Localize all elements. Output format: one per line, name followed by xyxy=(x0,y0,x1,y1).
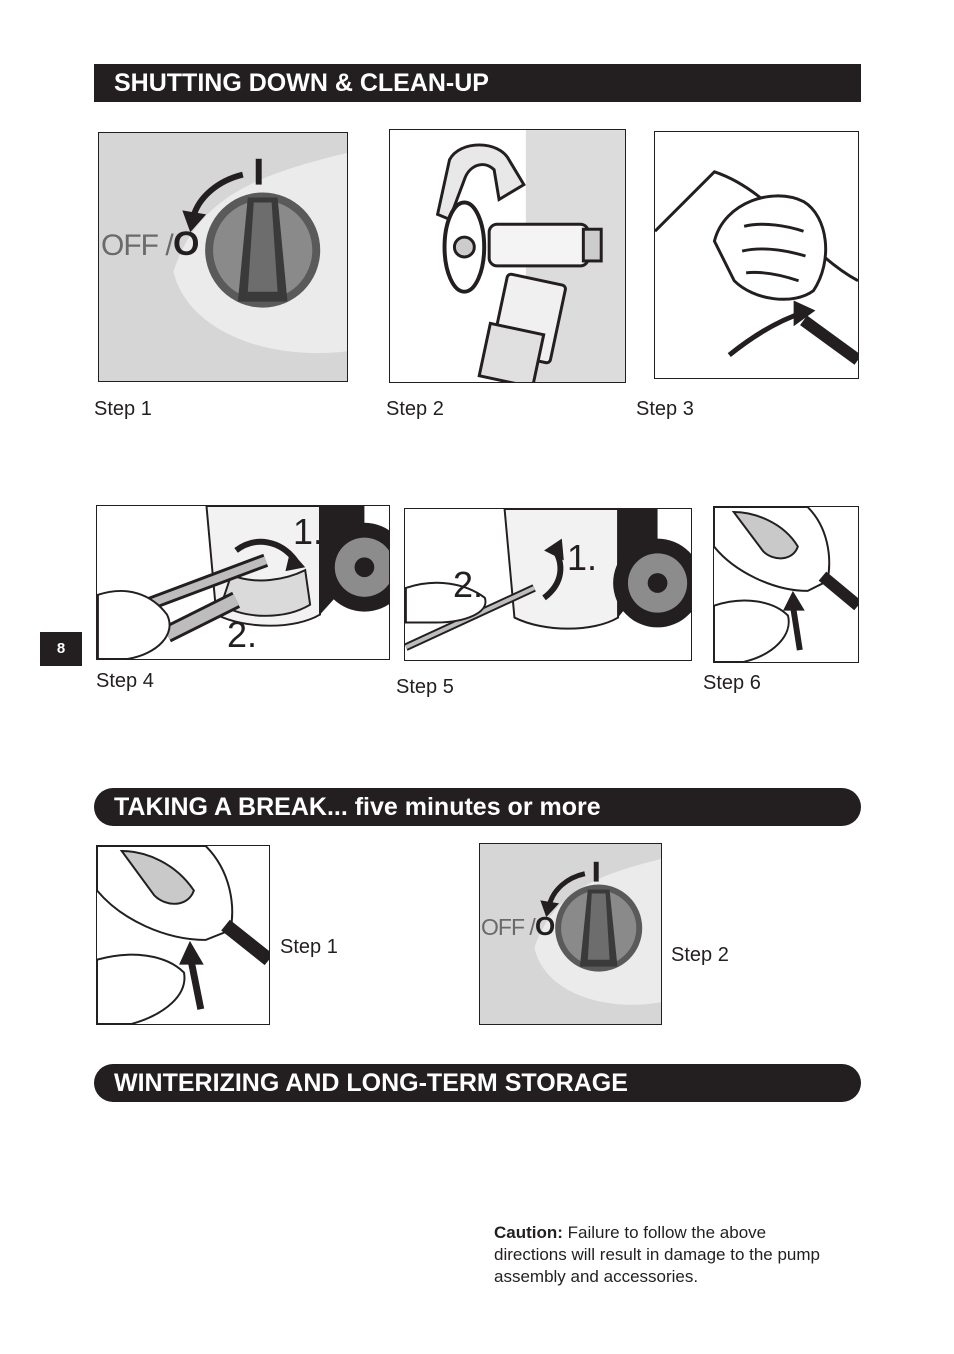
trigger-lock-illustration xyxy=(714,507,858,662)
figure-water-valve-step2 xyxy=(389,129,626,383)
sequence-number-1: 1. xyxy=(567,537,598,578)
caution-note xyxy=(494,1222,839,1288)
step-label: Step 5 xyxy=(396,676,454,698)
sequence-number-2: 2. xyxy=(453,564,484,605)
step-label: Step 4 xyxy=(96,670,154,692)
section-header-winterizing xyxy=(94,1064,861,1102)
step-label: Step 2 xyxy=(386,398,444,420)
figure-dial-off-break-step2 xyxy=(479,843,662,1025)
figure-hose-disconnect-step4 xyxy=(96,505,390,660)
trigger-lock-illustration xyxy=(97,846,269,1024)
gun-illustration xyxy=(655,132,858,378)
page-number: 8 xyxy=(56,640,66,657)
washer-hose-illustration xyxy=(405,509,691,660)
figure-dial-off-step1 xyxy=(98,132,348,382)
sequence-number-1: 1. xyxy=(293,511,324,552)
section-header-taking-a-break xyxy=(94,788,861,826)
caution-label: Caution: xyxy=(494,1223,563,1242)
section-title: SHUTTING DOWN & CLEAN-UP xyxy=(114,69,489,97)
step-label: Step 3 xyxy=(636,398,694,420)
figure-hose-disconnect-step5 xyxy=(404,508,692,661)
section-header-shutting-down xyxy=(94,64,861,102)
dial-off-label: OFF / xyxy=(481,914,535,940)
step-label: Step 1 xyxy=(94,398,152,420)
figure-trigger-lock-step6 xyxy=(713,506,859,663)
dial-off-label: OFF / xyxy=(101,229,173,262)
step-label: Step 1 xyxy=(280,936,338,958)
step-label: Step 2 xyxy=(671,944,729,966)
caution-text: Failure to follow the above directions will result in damage to the pump assembly and accessories. xyxy=(494,1223,820,1286)
step-label: Step 6 xyxy=(703,672,761,694)
valve-illustration xyxy=(390,130,625,382)
figure-trigger-lock-break-step1 xyxy=(96,845,270,1025)
sequence-number-2: 2. xyxy=(227,614,258,655)
figure-trigger-grip-step3 xyxy=(654,131,859,379)
dial-off-symbol: O xyxy=(535,911,556,941)
dial-off-symbol: O xyxy=(173,225,200,263)
section-title: WINTERIZING AND LONG-TERM STORAGE xyxy=(114,1069,628,1097)
page-number-tab xyxy=(40,632,82,666)
section-title: TAKING A BREAK... five minutes or more xyxy=(114,793,601,821)
